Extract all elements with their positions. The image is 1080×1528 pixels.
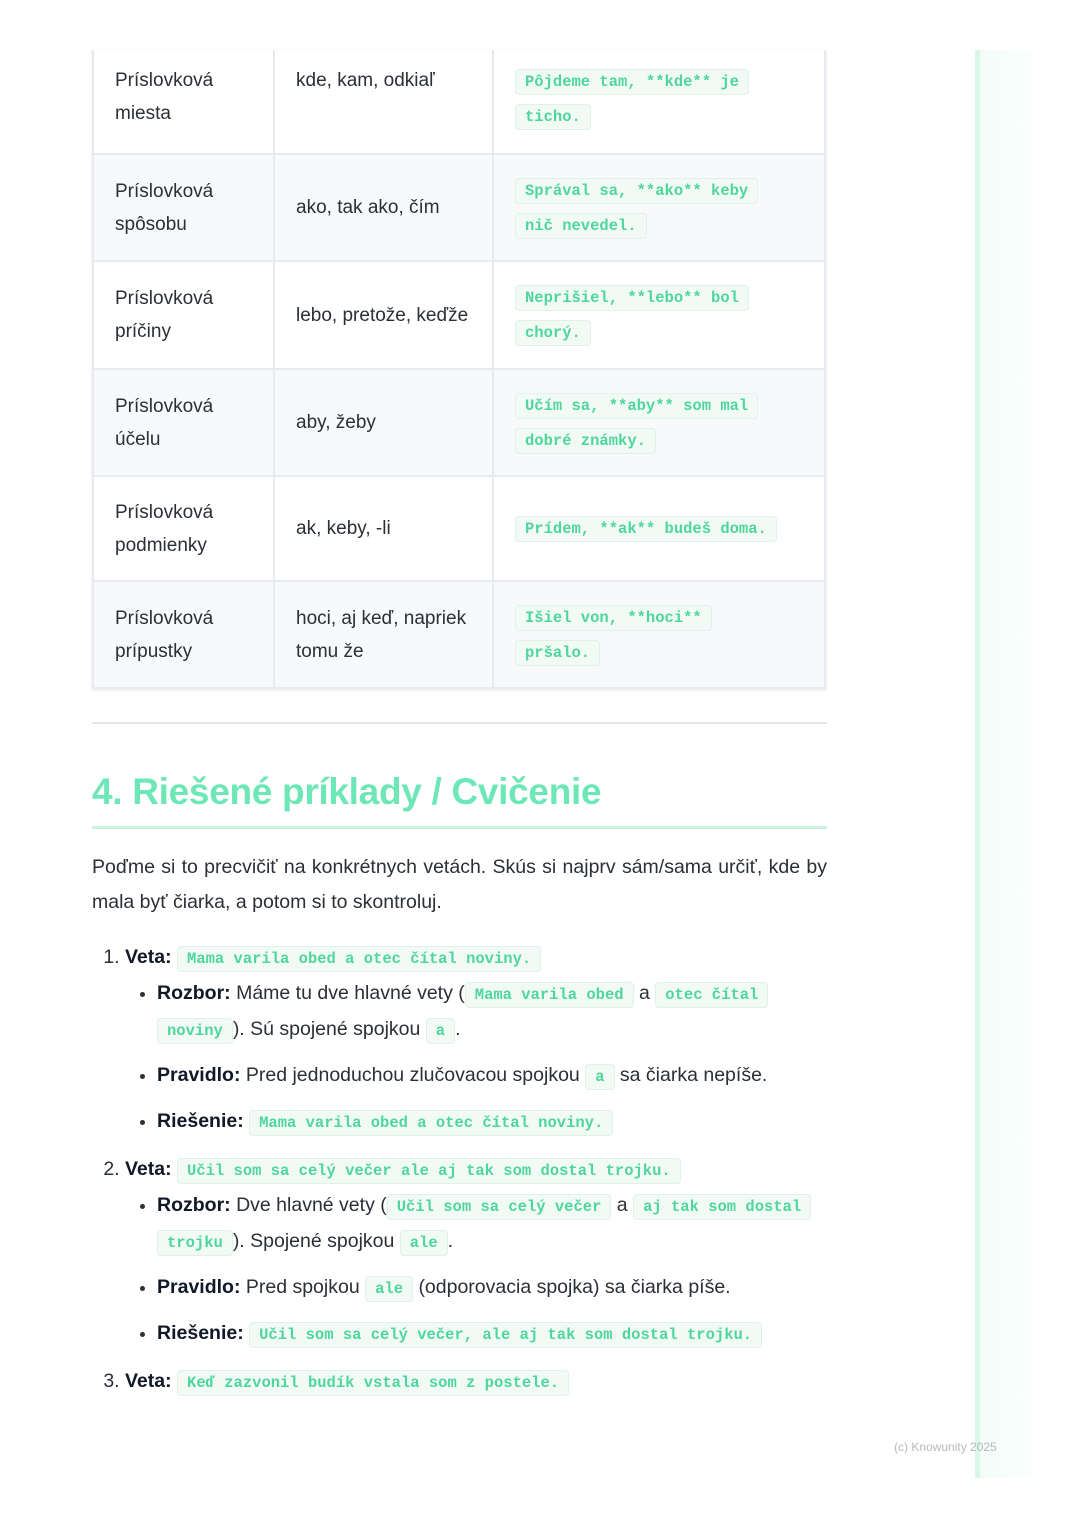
conjunctions-table <box>92 50 826 689</box>
table-row <box>93 154 825 261</box>
rule-text: (odporovacia spojka) sa čiarka píše. <box>418 1276 731 1298</box>
table-cell-conjunctions: ak, keby, -li <box>274 476 493 581</box>
label-pravidlo: Pravidlo: <box>157 1064 241 1086</box>
join-text: a <box>616 1194 628 1216</box>
list-item <box>125 940 827 1140</box>
conjunction-code: ale <box>400 1230 448 1256</box>
list-item <box>125 1364 827 1400</box>
table-row <box>93 369 825 476</box>
table-cell-example <box>493 154 825 261</box>
clause-code: Učil som sa celý večer <box>387 1194 612 1220</box>
rozbor-text: Máme tu dve hlavné vety ( <box>236 982 465 1004</box>
example-code: Neprišiel, **lebo** bol chorý. <box>515 285 749 346</box>
label-pravidlo: Pravidlo: <box>157 1276 241 1298</box>
table-row <box>93 50 825 154</box>
section-divider <box>92 722 827 724</box>
conjunction-code: a <box>426 1018 455 1044</box>
example-code: Prídem, **ak** budeš doma. <box>515 516 777 542</box>
table-row <box>93 581 825 688</box>
rule-text: sa čiarka nepíše. <box>619 1064 768 1086</box>
list-item <box>125 1152 827 1352</box>
list-item <box>157 1270 827 1306</box>
copyright-footer: (c) Knowunity 2025 <box>894 1440 997 1454</box>
table-row <box>93 261 825 369</box>
table-cell-type: Príslovková podmienky <box>93 476 274 581</box>
join-text: a <box>639 982 650 1004</box>
table-cell-type: Príslovková prípustky <box>93 581 274 688</box>
label-veta: Veta: <box>125 1370 172 1392</box>
table-cell-example <box>493 369 825 476</box>
rozbor-text: ). Sú spojené spojkou <box>232 1018 421 1040</box>
list-item <box>157 1316 827 1352</box>
table-cell-type: Príslovková účelu <box>93 369 274 476</box>
table-cell-example <box>493 581 825 688</box>
example-details <box>125 1188 827 1352</box>
rozbor-text: Dve hlavné vety ( <box>236 1194 387 1216</box>
table-cell-conjunctions: kde, kam, odkiaľ <box>274 50 493 154</box>
table-cell-example <box>493 261 825 369</box>
label-veta: Veta: <box>125 1158 172 1180</box>
sentence-code: Keď zazvonil budík vstala som z postele. <box>177 1370 569 1396</box>
label-veta: Veta: <box>125 946 172 968</box>
table-cell-conjunctions: lebo, pretože, keďže <box>274 261 493 369</box>
list-item <box>157 1104 827 1140</box>
example-details <box>125 976 827 1140</box>
table-cell-type: Príslovková miesta <box>93 50 274 154</box>
table-cell-conjunctions: ako, tak ako, čím <box>274 154 493 261</box>
clause-code: Mama varila obed <box>465 982 634 1008</box>
section-intro: Poďme si to precvičiť na konkrétnych vetách. Skús si najprv sám/sama určiť, kde by mala byť čiarka, a potom si to skontroluj. <box>92 856 827 913</box>
sidebar-panel <box>980 50 1032 1478</box>
conjunction-code: ale <box>365 1276 413 1302</box>
table-row <box>93 476 825 581</box>
solution-code: Mama varila obed a otec čítal noviny. <box>249 1110 613 1136</box>
table-cell-example <box>493 476 825 581</box>
table-cell-example <box>493 50 825 154</box>
clause-code: otec čítal noviny <box>157 982 768 1044</box>
example-code: Išiel von, **hoci** pršalo. <box>515 605 712 666</box>
list-item <box>157 1058 827 1094</box>
table-cell-type: Príslovková spôsobu <box>93 154 274 261</box>
example-code: Učím sa, **aby** som mal dobré známky. <box>515 393 758 454</box>
conjunction-code: a <box>585 1064 614 1090</box>
table-cell-type: Príslovková príčiny <box>93 261 274 369</box>
rule-text: Pred jednoduchou zlučovacou spojkou <box>245 1064 580 1086</box>
example-code: Správal sa, **ako** keby nič nevedel. <box>515 178 758 239</box>
label-rozbor: Rozbor: <box>157 982 231 1004</box>
example-code: Pôjdeme tam, **kde** je ticho. <box>515 69 749 130</box>
clause-code: aj tak som dostal trojku <box>157 1194 811 1256</box>
rule-text: Pred spojkou <box>245 1276 360 1298</box>
list-item <box>157 976 827 1048</box>
rozbor-end: . <box>455 1018 461 1040</box>
rozbor-text: ). Spojené spojkou <box>232 1230 395 1252</box>
sentence-code: Učil som sa celý večer ale aj tak som dostal trojku. <box>177 1158 681 1184</box>
label-rozbor: Rozbor: <box>157 1194 231 1216</box>
rozbor-end: . <box>447 1230 454 1252</box>
list-item <box>157 1188 827 1260</box>
table-cell-conjunctions: aby, žeby <box>274 369 493 476</box>
table-cell-conjunctions: hoci, aj keď, napriek tomu že <box>274 581 493 688</box>
label-riesenie: Riešenie: <box>157 1322 244 1344</box>
label-riesenie: Riešenie: <box>157 1110 244 1132</box>
solution-code: Učil som sa celý večer, ale aj tak som dostal trojku. <box>249 1322 762 1348</box>
sentence-code: Mama varila obed a otec čítal noviny. <box>177 946 541 972</box>
examples-list <box>92 940 827 1412</box>
section-title: 4. Riešené príklady / Cvičenie <box>92 768 827 829</box>
